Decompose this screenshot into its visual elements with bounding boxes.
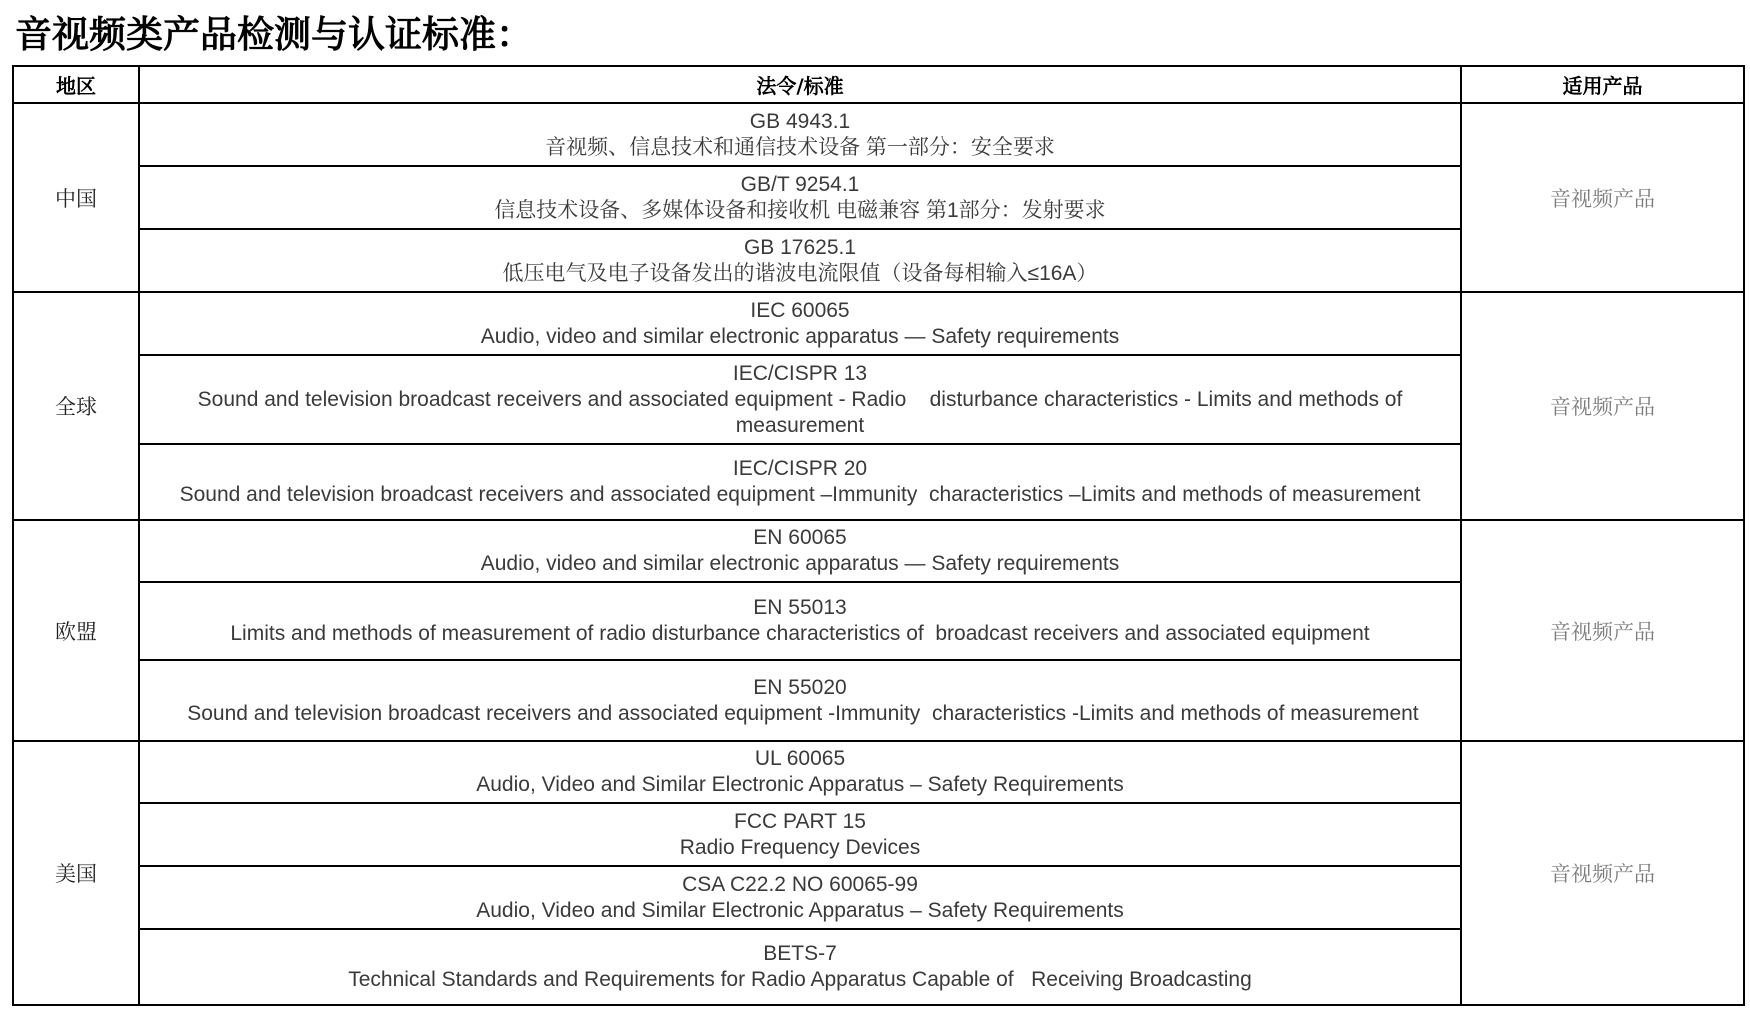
table-row <box>13 292 1744 355</box>
standard-code: UL 60065 <box>754 747 846 770</box>
standard-cell <box>139 660 1461 741</box>
table-row <box>13 103 1744 166</box>
standard-cell <box>139 803 1461 866</box>
page-title: 音视频类产品检测与认证标准： <box>15 12 533 56</box>
standard-desc: Technical Standards and Requirements for Radio Apparatus Capable of Receiving Broadcasting <box>348 968 1252 991</box>
standard-code: EN 55020 <box>753 675 847 699</box>
product-cell: 音视频产品 <box>1461 741 1744 1005</box>
standard-code: CSA C22.2 NO 60065-99 <box>682 872 918 896</box>
standard-desc: Audio, video and similar electronic apparatus — Safety requirements <box>480 552 1120 575</box>
standard-code: IEC/CISPR 13 <box>732 361 868 385</box>
table-row <box>13 520 1744 582</box>
standard-cell <box>139 292 1461 355</box>
standard-desc: Sound and television broadcast receivers and associated equipment -Immunity characteristics -Limits and methods of measurement <box>181 701 1419 725</box>
standard-code: GB 17625.1 <box>743 235 857 259</box>
product-cell: 音视频产品 <box>1461 292 1744 520</box>
standard-code: GB 4943.1 <box>749 109 851 133</box>
standard-desc: 低压电气及电子设备发出的谐波电流限值（设备每相输入≤16A） <box>502 261 1098 285</box>
table-row <box>13 741 1744 803</box>
standard-cell <box>139 929 1461 1005</box>
region-cell: 美国 <box>13 741 139 1005</box>
region-cell: 欧盟 <box>13 520 139 741</box>
standard-desc: Limits and methods of measurement of radio disturbance characteristics of broadcast receivers and associated equipment <box>230 622 1370 645</box>
standard-code: EN 60065 <box>753 526 847 549</box>
standard-desc: 信息技术设备、多媒体设备和接收机 电磁兼容 第1部分：发射要求 <box>494 198 1106 222</box>
header-product: 适用产品 <box>1461 66 1744 103</box>
standard-cell <box>139 866 1461 929</box>
region-cell: 中国 <box>13 103 139 292</box>
standard-cell <box>139 355 1461 444</box>
standard-desc: 音视频、信息技术和通信技术设备 第一部分：安全要求 <box>545 135 1055 159</box>
standard-cell <box>139 166 1461 229</box>
standard-desc: Sound and television broadcast receivers and associated equipment –Immunity characteristics –Limits and methods of measurement <box>179 483 1421 506</box>
standard-desc: Audio, Video and Similar Electronic Apparatus – Safety Requirements <box>476 898 1124 922</box>
standard-cell <box>139 103 1461 166</box>
standard-desc: Audio, Video and Similar Electronic Apparatus – Safety Requirements <box>476 773 1124 796</box>
standard-code: BETS-7 <box>763 942 837 965</box>
region-cell: 全球 <box>13 292 139 520</box>
product-cell: 音视频产品 <box>1461 520 1744 741</box>
standard-code: IEC/CISPR 20 <box>732 457 868 480</box>
standard-code: EN 55013 <box>753 596 847 619</box>
standard-desc: Radio Frequency Devices <box>679 835 921 859</box>
standard-code: IEC 60065 <box>750 298 850 322</box>
standard-cell <box>139 582 1461 660</box>
header-standard: 法令/标准 <box>139 66 1461 103</box>
standard-code: FCC PART 15 <box>734 809 866 833</box>
standard-cell <box>139 229 1461 292</box>
standard-cell <box>139 741 1461 803</box>
product-cell: 音视频产品 <box>1461 103 1744 292</box>
standard-cell <box>139 444 1461 520</box>
standards-table <box>12 65 1745 1006</box>
header-row <box>13 66 1744 103</box>
standard-desc: Audio, video and similar electronic apparatus — Safety requirements <box>480 324 1120 348</box>
standard-desc: Sound and television broadcast receivers and associated equipment - Radio disturbance characteristics - Limits and methods of measurement <box>197 387 1409 437</box>
header-region: 地区 <box>13 66 139 103</box>
standard-cell <box>139 520 1461 582</box>
standard-code: GB/T 9254.1 <box>740 172 860 196</box>
